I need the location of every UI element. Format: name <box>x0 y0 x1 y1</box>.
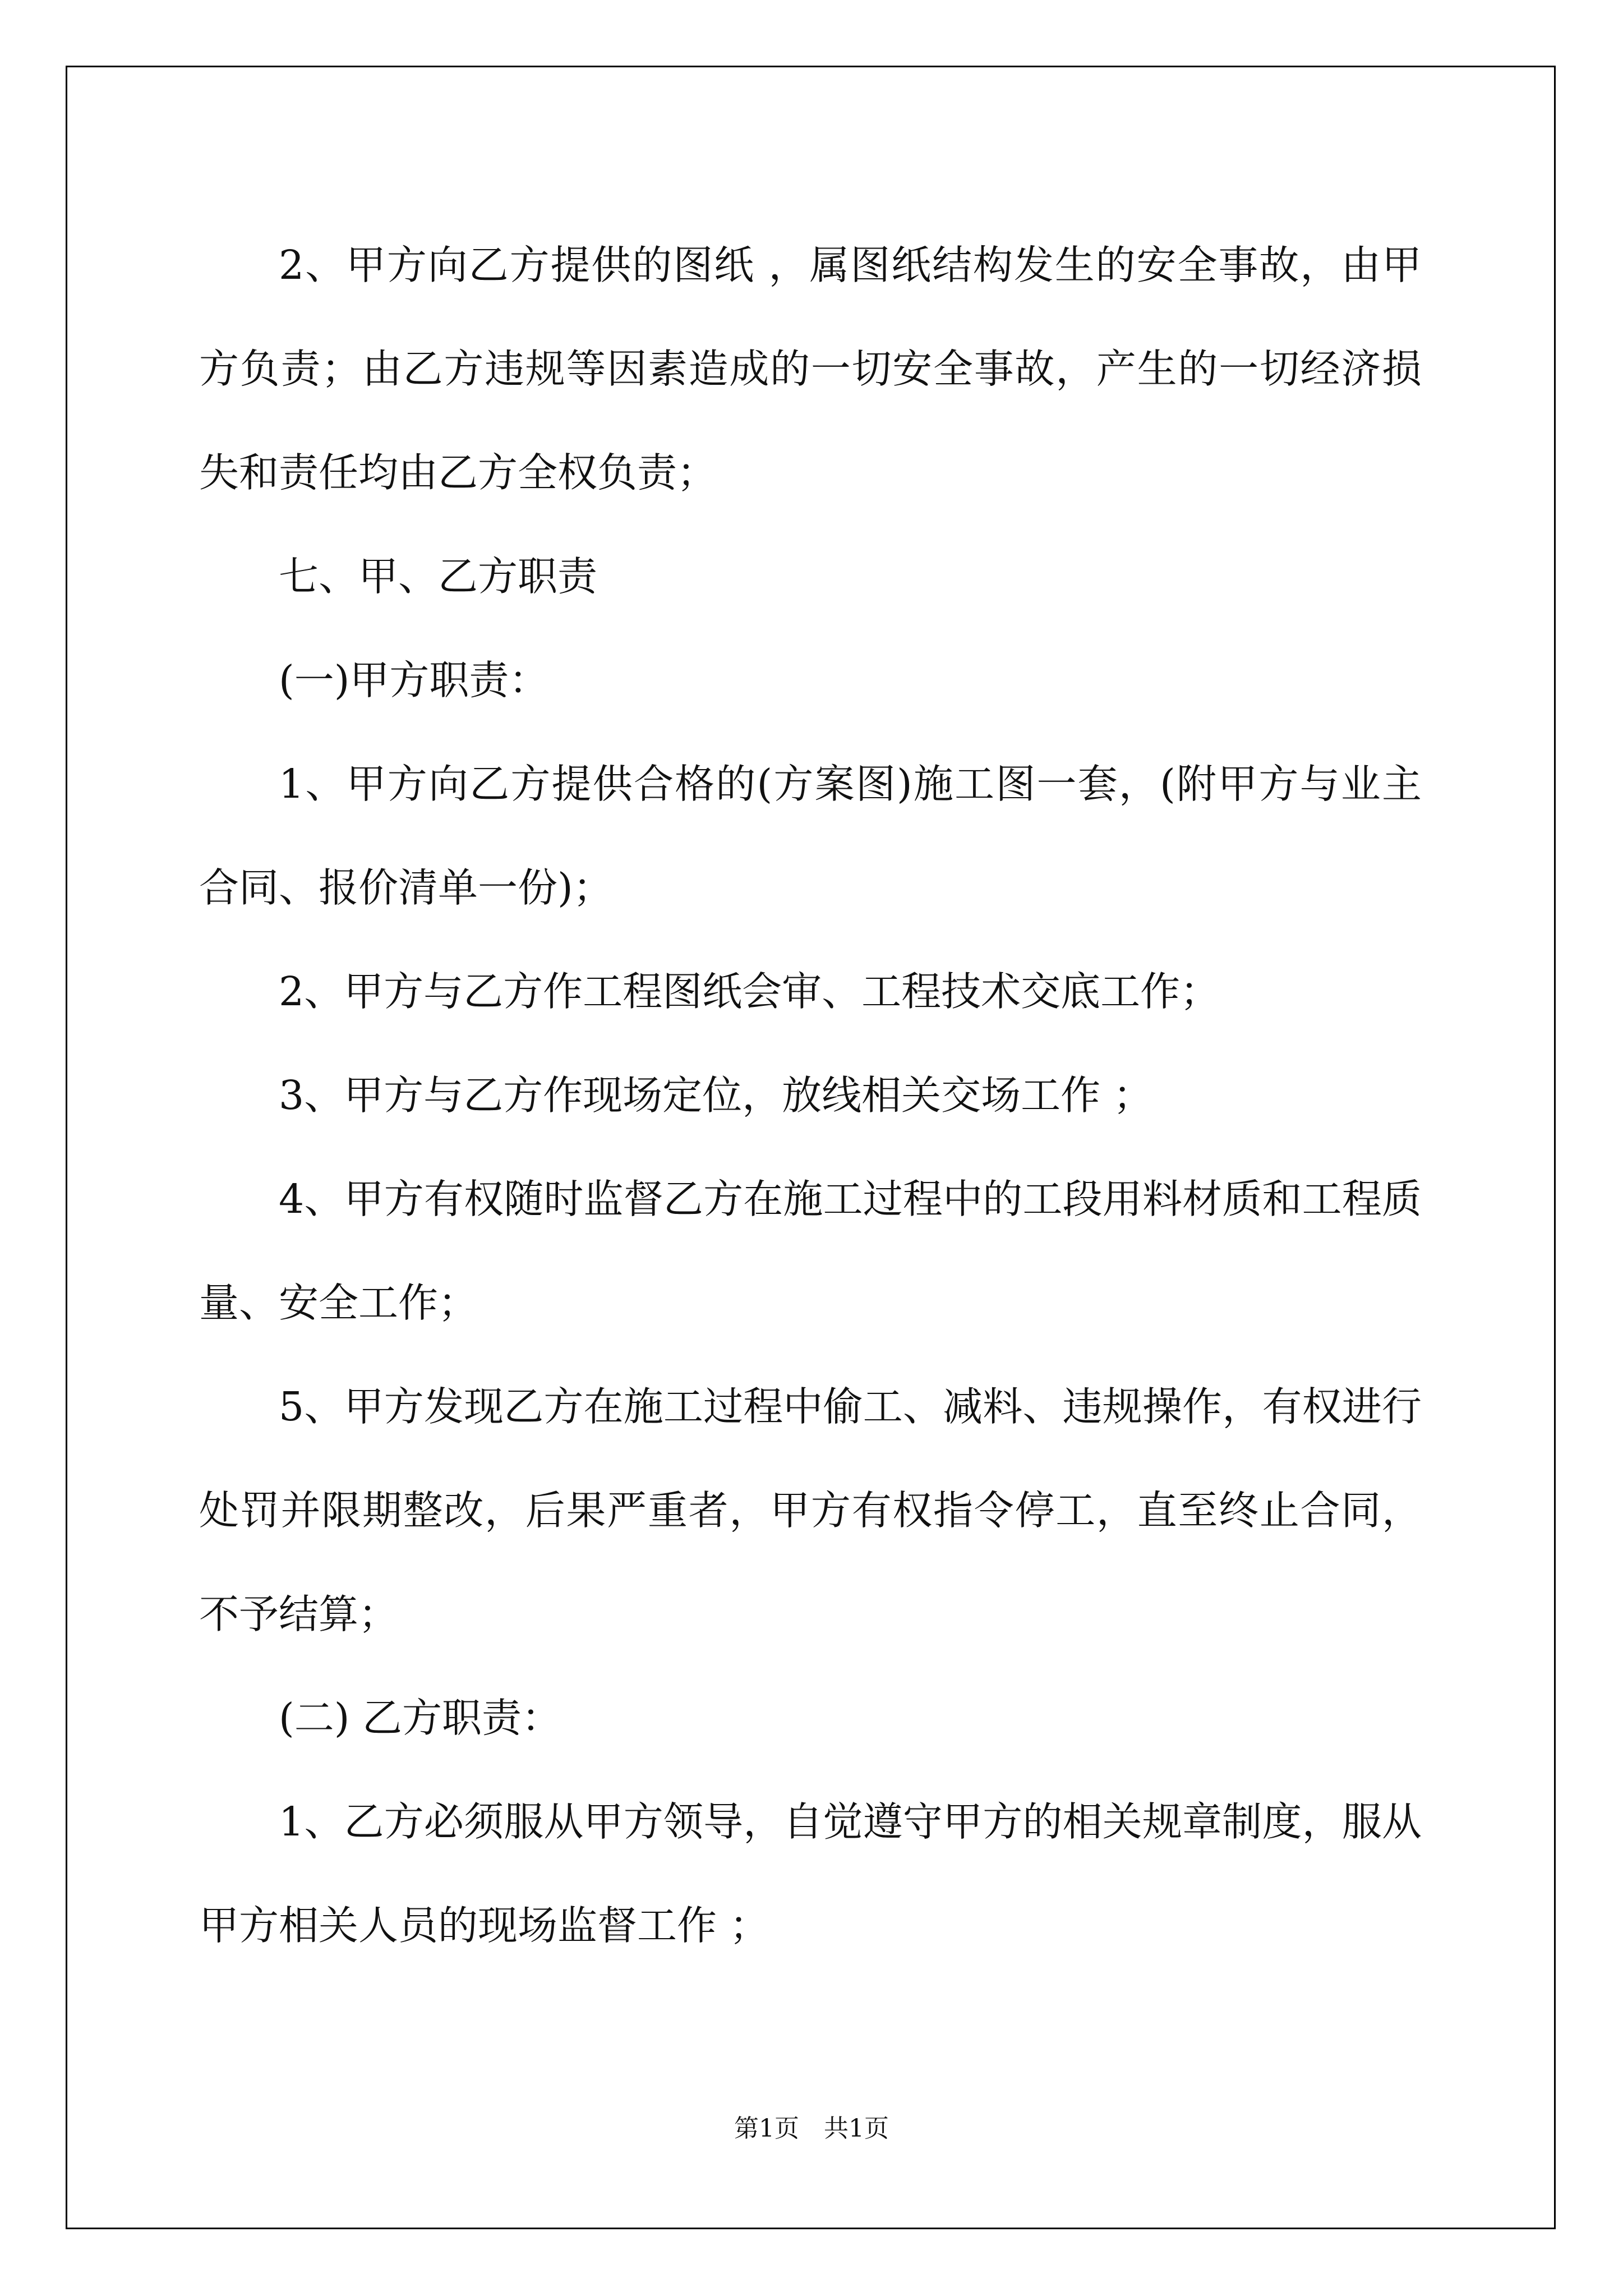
paragraph-party-a-duty-1: 1、甲方向乙方提供合格的(方案图)施工图一套，(附甲方与业主合同、报价清单一份)； <box>199 761 1422 911</box>
paragraph-section-7-heading: 七、甲、乙方职责 <box>279 553 598 600</box>
paragraph-party-b-duties-heading: (二) 乙方职责： <box>279 1695 561 1741</box>
paragraph-party-a-duty-4: 4、甲方有权随时监督乙方在施工过程中的工段用料材质和工程质量、安全工作； <box>199 1176 1422 1326</box>
paragraph-party-a-duties-heading: (一)甲方职责： <box>279 657 549 703</box>
paragraph-party-a-duty-3: 3、甲方与乙方作现场定位，放线相关交场工作 ； <box>279 1072 1153 1119</box>
paragraph-party-b-duty-1: 1、乙方必须服从甲方领导，自觉遵守甲方的相关规章制度，服从甲方相关人员的现场监督工作 ； <box>199 1798 1422 1949</box>
document-body <box>199 213 1422 1977</box>
paragraph-clause-2-safety: 2、甲方向乙方提供的图纸 ，属图纸结构发生的安全事故，由甲方负责；由乙方违规等因素造成的一切安全事故，产生的一切经济损失和责任均由乙方全权负责； <box>199 242 1422 496</box>
paragraph-party-a-duty-2: 2、甲方与乙方作工程图纸会审、工程技术交底工作； <box>279 968 1220 1015</box>
paragraph-party-a-duty-5: 5、甲方发现乙方在施工过程中偷工、减料、违规操作，有权进行处罚并限期整改，后果严重者，甲方有权指令停工，直至终止合同，不予结算； <box>199 1383 1422 1637</box>
page-number-footer: 第1页 共1页 <box>734 2114 889 2143</box>
